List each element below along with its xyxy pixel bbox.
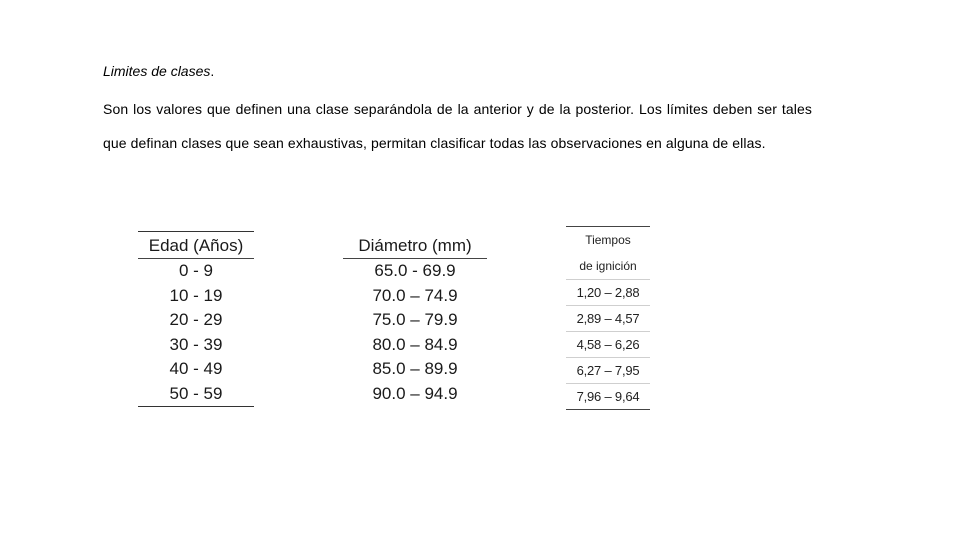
age-class-table — [138, 231, 254, 407]
section-heading — [103, 62, 214, 80]
table-row: 75.0 – 79.9 — [372, 310, 458, 329]
table-row: 70.0 – 74.9 — [372, 285, 458, 305]
table-row: 7,96 – 9,64 — [576, 389, 640, 404]
ignition-time-table — [566, 226, 650, 410]
table-row: 90.0 – 94.9 — [372, 383, 458, 403]
table-header-line-2: de ignición — [579, 259, 637, 273]
diameter-class-table — [343, 233, 487, 406]
table-bottom-rule — [566, 409, 650, 410]
table-row: 0 - 9 — [178, 261, 214, 280]
table-header: Diámetro (mm) — [358, 236, 472, 255]
table-row: 80.0 – 84.9 — [372, 334, 458, 354]
table-row: 6,27 – 7,95 — [576, 363, 640, 378]
table-row: 2,89 – 4,57 — [576, 311, 640, 326]
table-header: Edad (Años) — [148, 236, 244, 255]
table-row: 40 - 49 — [169, 359, 223, 378]
table-row: 30 - 39 — [169, 334, 223, 354]
table-bottom-rule — [138, 406, 254, 407]
table-row: 20 - 29 — [169, 310, 223, 329]
table-row: 65.0 - 69.9 — [374, 261, 456, 280]
table-row: 10 - 19 — [169, 285, 223, 305]
definition-paragraph: Son los valores que definen una clase separándola de la anterior y de la posterior. Los límites deben ser tales que definan clases que sean exhaustivas, permitan clasificar todas las observaciones en alguna de ellas. — [103, 101, 812, 151]
heading-title: Limites de clases — [103, 63, 211, 79]
table-row: 4,58 – 6,26 — [576, 337, 640, 352]
table-row: 85.0 – 89.9 — [372, 359, 458, 378]
table-header-line-1: Tiempos — [585, 233, 631, 247]
heading-period: . — [210, 63, 215, 79]
table-row: 1,20 – 2,88 — [576, 285, 640, 300]
table-row: 50 - 59 — [169, 383, 223, 403]
